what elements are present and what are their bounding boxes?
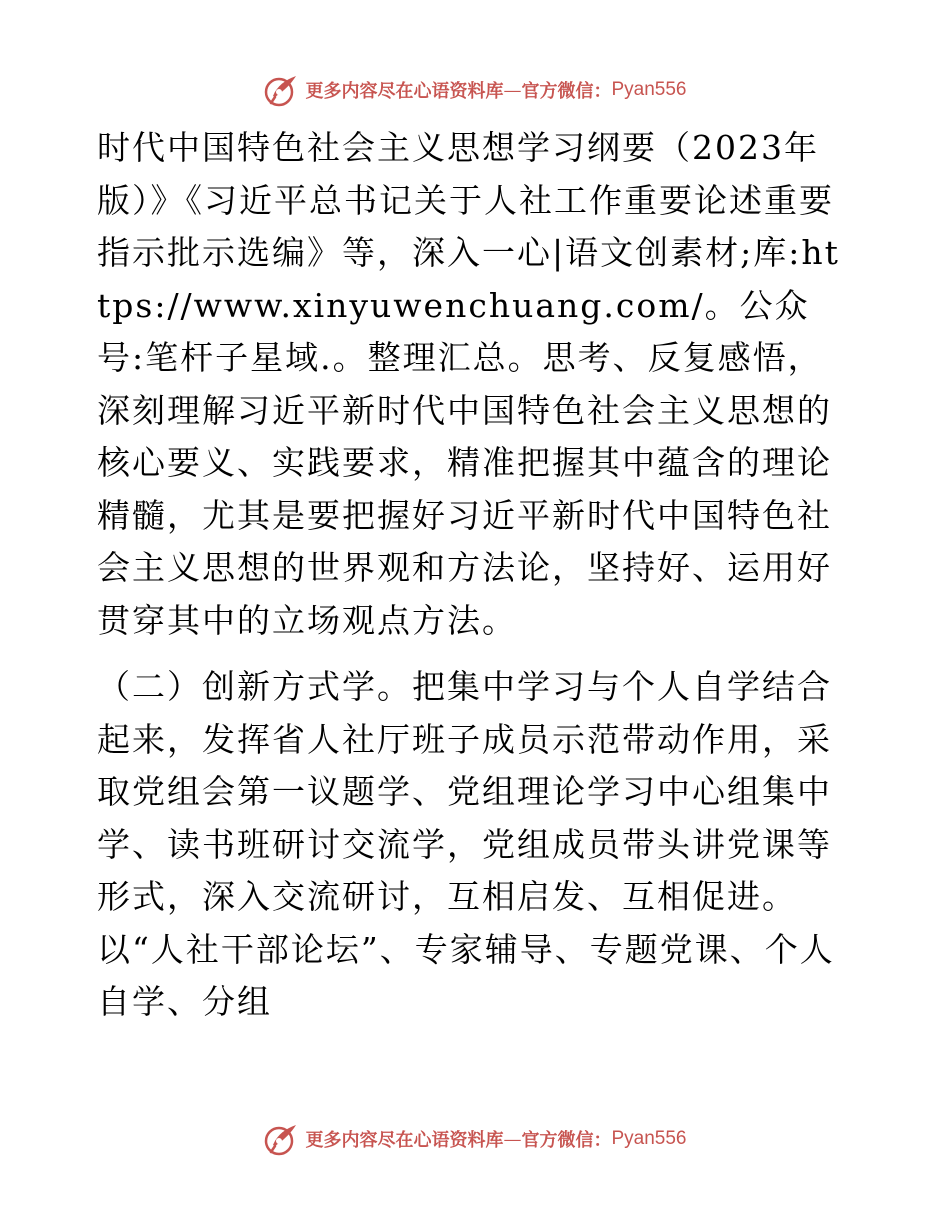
watermark-site-text: 更多内容尽在心语资料库	[305, 1130, 504, 1151]
watermark-separator: —	[503, 1128, 522, 1150]
watermark-wechat-account: Pyan556	[611, 1128, 687, 1149]
watermark-wechat-label: 官方微信：	[521, 1130, 612, 1151]
watermark-site-text: 更多内容尽在心语资料库	[305, 81, 504, 102]
watermark-separator: —	[503, 79, 522, 101]
watermark-wechat-account: Pyan556	[611, 79, 687, 100]
footer-watermark	[0, 1119, 950, 1159]
quill-logo-icon	[263, 1121, 299, 1157]
header-watermark	[0, 70, 950, 110]
document-body	[97, 122, 853, 1029]
watermark-wechat-label: 官方微信：	[521, 81, 612, 102]
quill-logo-icon	[263, 72, 299, 108]
body-paragraph: （二）创新方式学。把集中学习与个人自学结合起来，发挥省人社厅班子成员示范带动作用，采取党组会第一议题学、党组理论学习中心组集中学、读书班研讨交流学，党组成员带头讲党课等形式，深入交流研讨，互相启发、互相促进。以“人社干部论坛”、专家辅导、专题党课、个人自学、分组	[97, 667, 835, 1021]
body-paragraph: 时代中国特色社会主义思想学习纲要（2023年版）》《习近平总书记关于人社工作重要论述重要指示批示选编》等，深入一心|语文创素材;库:https://www.xinyuwenchuang.com/。公众号:笔杆子星域.。整理汇总。思考、反复感悟，深刻理解习近平新时代中国特色社会主义思想的核心要义、实践要求，精准把握其中蕴含的理论精髓，尤其是要把握好习近平新时代中国特色社会主义思想的世界观和方法论，坚持好、运用好贯穿其中的立场观点方法。	[97, 128, 840, 640]
